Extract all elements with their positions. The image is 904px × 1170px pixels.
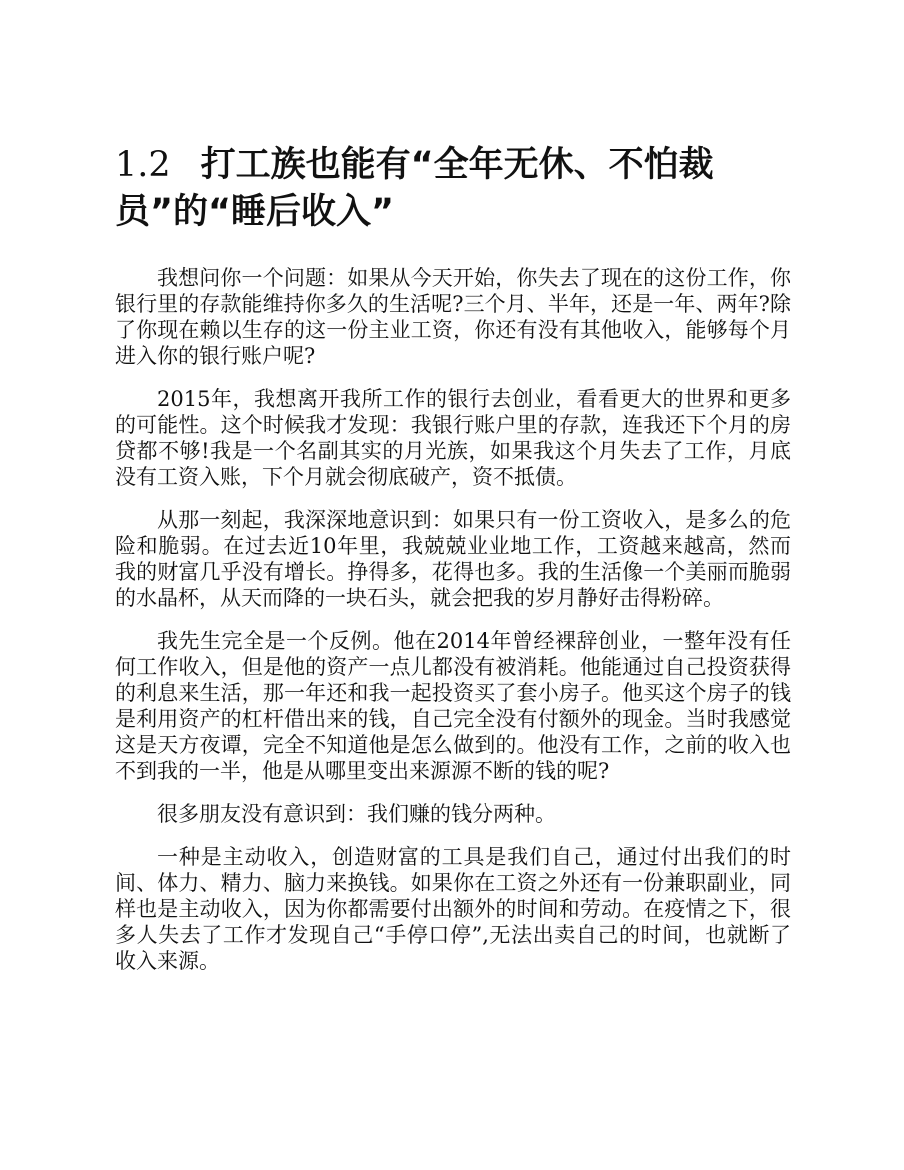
paragraph-6: 一种是主动收入，创造财富的工具是我们自己，通过付出我们的时间、体力、精力、脑力来换钱。如果你在工资之外还有一份兼职副业，同样也是主动收入，因为你都需要付出额外的时间和劳动。在疫情之下，很多人失去了工作才发现自己“手停口停”,无法出卖自己的时间，也就断了收入来源。 bbox=[115, 845, 791, 973]
paragraph-1: 我想问你一个问题：如果从今天开始，你失去了现在的这份工作，你银行里的存款能维持你多久的生活呢?三个月、半年，还是一年、两年?除了你现在赖以生存的这一份主业工资，你还有没有其他收入，能够每个月进入你的银行账户呢? bbox=[115, 266, 791, 368]
paragraph-2: 2015年，我想离开我所工作的银行去创业，看看更大的世界和更多的可能性。这个时候我才发现：我银行账户里的存款，连我还下个月的房贷都不够!我是一个名副其实的月光族，如果我这个月失去了工作，月底没有工资入账，下个月就会彻底破产，资不抵债。 bbox=[115, 387, 791, 489]
chapter-title bbox=[115, 142, 795, 236]
paragraph-4: 我先生完全是一个反例。他在2014年曾经裸辞创业，一整年没有任何工作收入，但是他的资产一点儿都没有被消耗。他能通过自己投资获得的利息来生活，那一年还和我一起投资买了套小房子。他买这个房子的钱是利用资产的杠杆借出来的钱，自己完全没有付额外的现金。当时我感觉这是天方夜谭，完全不知道他是怎么做到的。他没有工作，之前的收入也不到我的一半，他是从哪里变出来源源不断的钱的呢? bbox=[115, 629, 791, 783]
paragraph-5: 很多朋友没有意识到：我们赚的钱分两种。 bbox=[157, 802, 556, 826]
paragraph-3: 从那一刻起，我深深地意识到：如果只有一份工资收入，是多么的危险和脆弱。在过去近10年里，我兢兢业业地工作，工资越来越高，然而我的财富几乎没有增长。挣得多，花得也多。我的生活像一个美丽而脆弱的水晶杯，从天而降的一块石头，就会把我的岁月静好击得粉碎。 bbox=[115, 508, 791, 610]
body-text bbox=[115, 265, 791, 991]
section-title-text: 打工族也能有“全年无休、不怕裁员”的“睡后收入” bbox=[115, 145, 714, 232]
section-number: 1.2 bbox=[115, 145, 171, 185]
